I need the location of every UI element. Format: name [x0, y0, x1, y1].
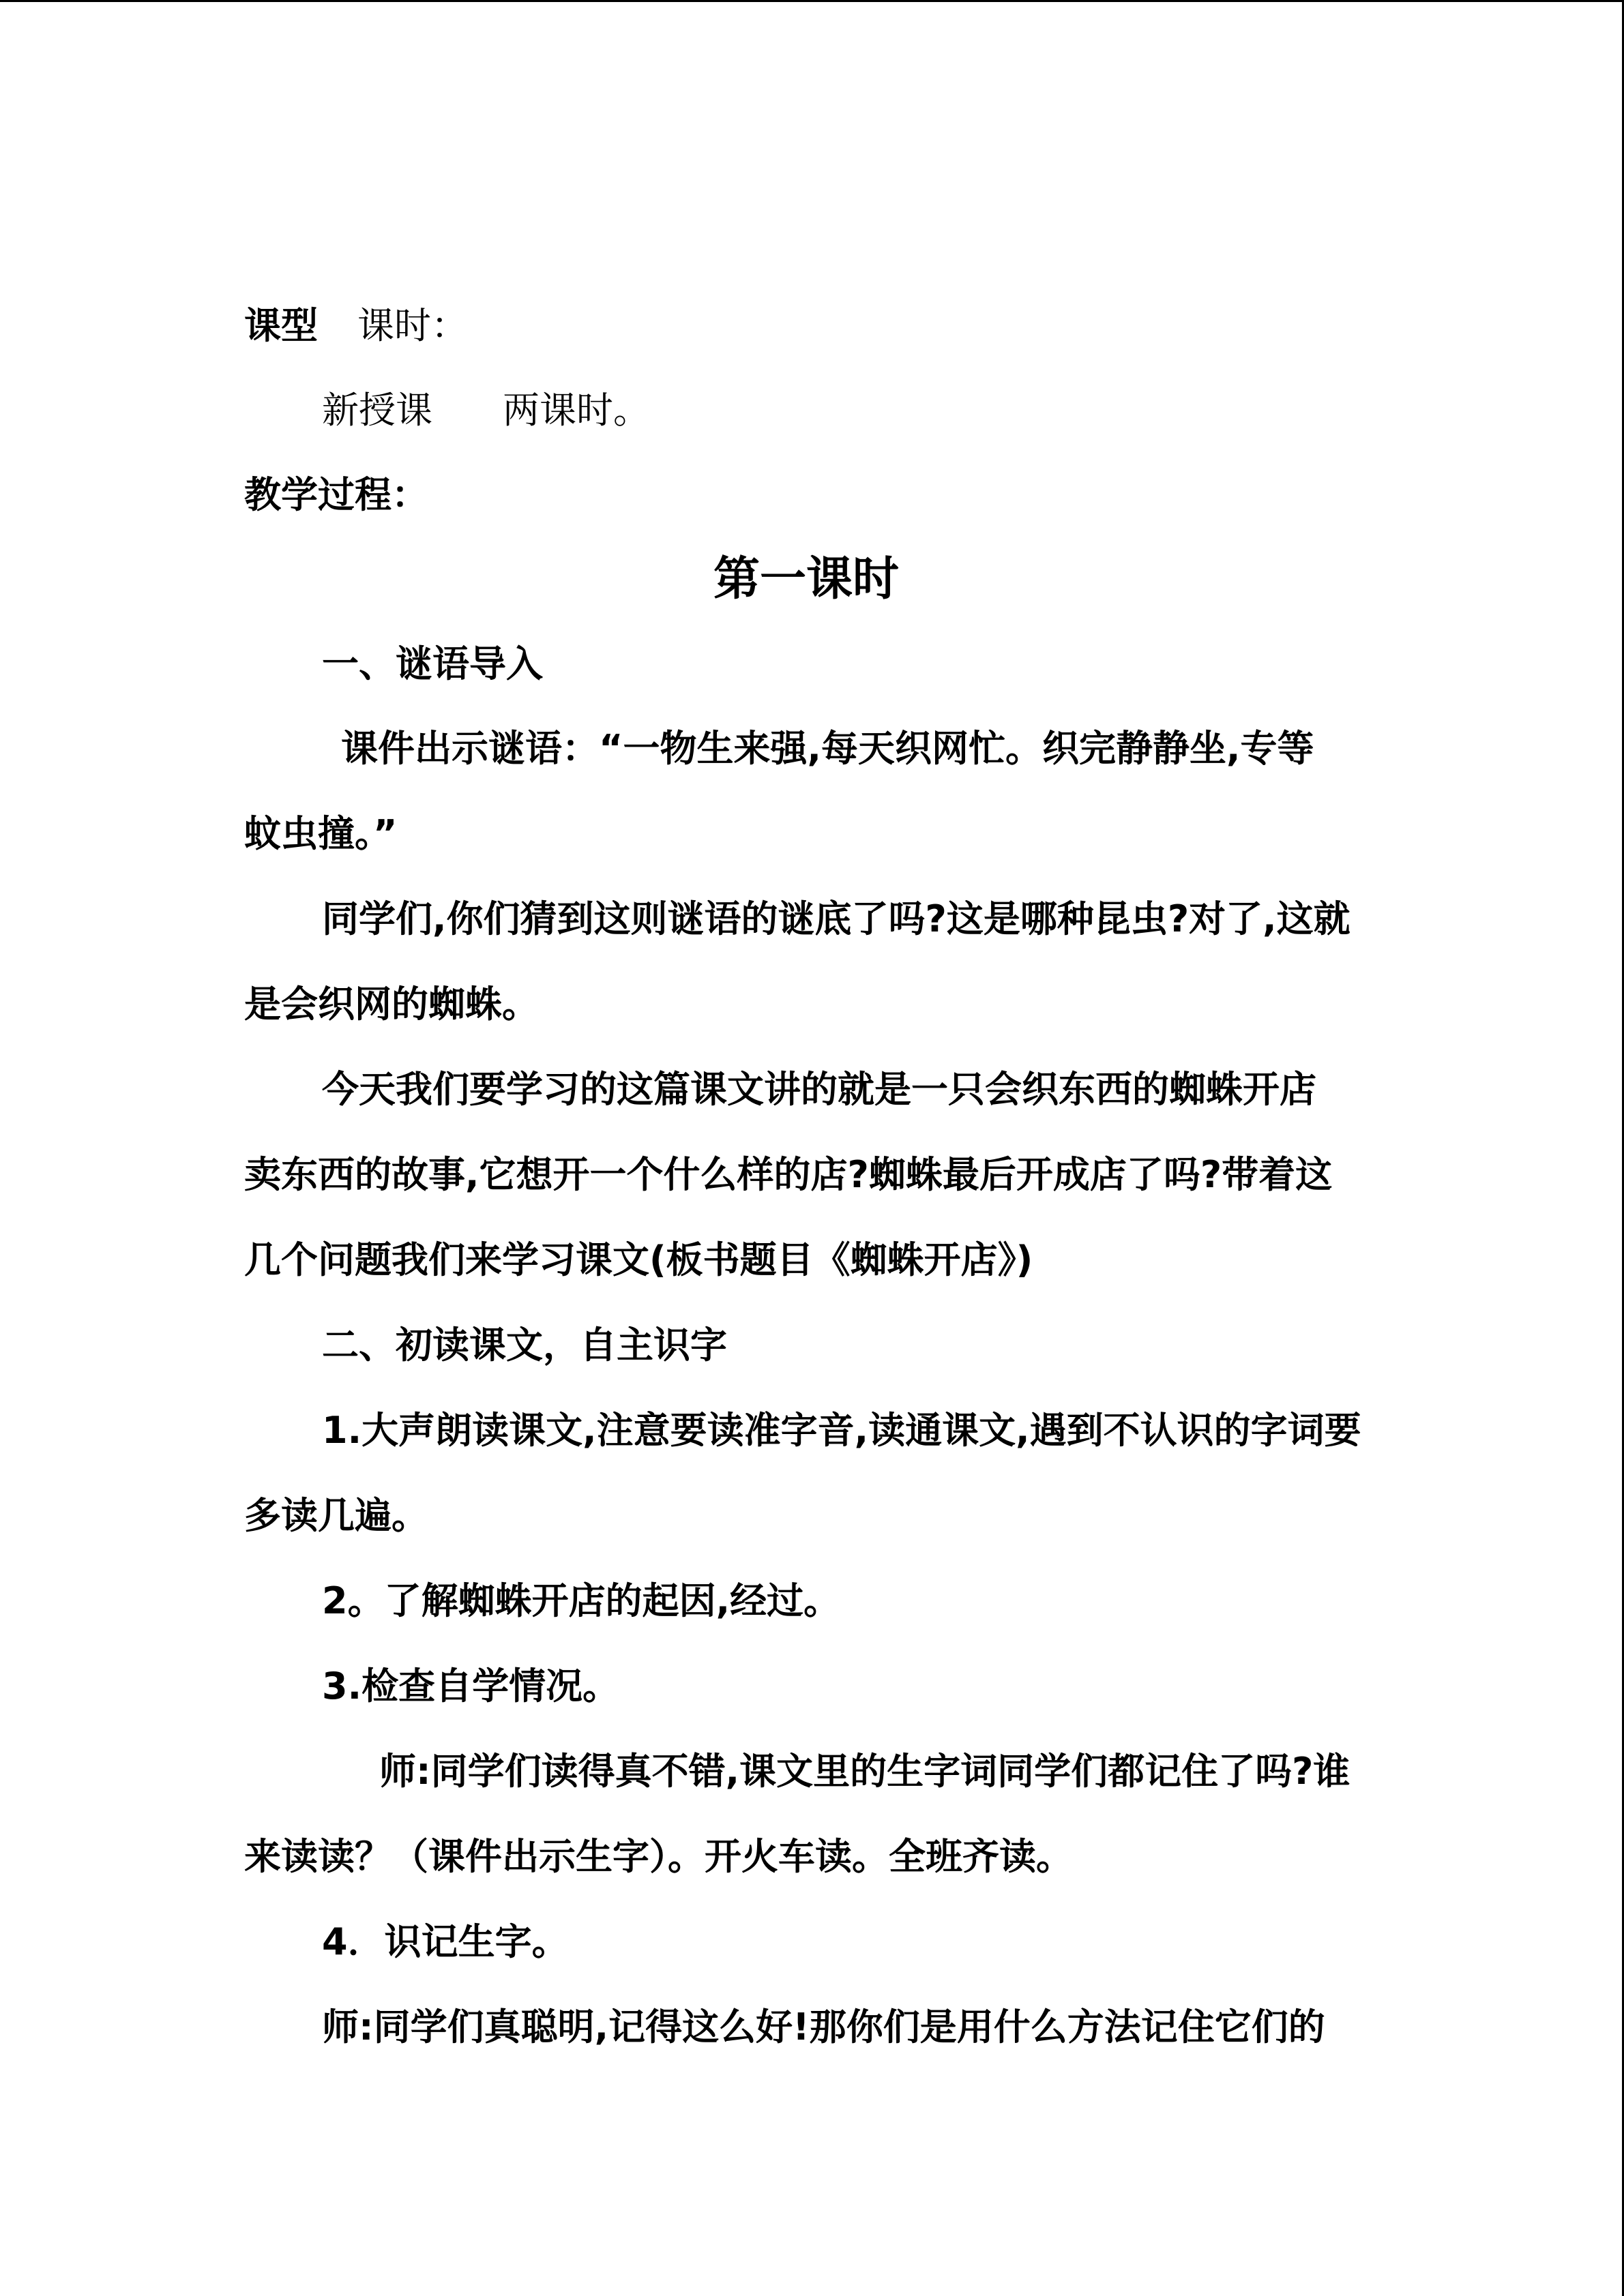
class-hours-label: 课时： [357, 304, 468, 347]
paragraph-line: 来读读？（课件出示生字）。开火车读。全班齐读。 [244, 1835, 1073, 1878]
lesson-title: 第一课时 [713, 552, 900, 606]
paragraph-line: 是会织网的蜘蛛。 [244, 983, 539, 1026]
paragraph-line: 卖东西的故事,它想开一个什么样的店?蜘蛛最后开成店了吗?带着这 [244, 1153, 1333, 1196]
paragraph-line: 师:同学们读得真不错,课文里的生字词同学们都记住了吗?谁 [379, 1750, 1350, 1793]
paragraph-line: 今天我们要学习的这篇课文讲的就是一只会织东西的蜘蛛开店 [322, 1068, 1316, 1111]
list-item-2: 2。了解蜘蛛开店的起因,经过。 [322, 1579, 841, 1622]
paragraph-line: 多读几遍。 [244, 1494, 428, 1537]
section-2-heading: 二、初读课文，自主识字 [322, 1324, 727, 1367]
course-type-label: 课型 [244, 304, 318, 347]
list-item-4: 4．识记生字。 [322, 1920, 569, 1963]
section-1-heading: 一、谜语导入 [322, 642, 543, 685]
teaching-process-heading: 教学过程： [244, 473, 428, 516]
paragraph-line: 几个问题我们来学习课文(板书题目《蜘蛛开店》) [244, 1238, 1033, 1281]
list-item-3: 3.检查自学情况。 [322, 1665, 620, 1708]
course-type-value: 新授课 两课时。 [322, 389, 650, 432]
paragraph-line: 同学们,你们猜到这则谜语的谜底了吗?这是哪种昆虫?对了,这就 [322, 897, 1350, 940]
paragraph-line: 蚊虫撞。” [244, 812, 398, 855]
list-item-1: 1.大声朗读课文,注意要读准字音,读通课文,遇到不认识的字词要 [322, 1409, 1361, 1452]
paragraph-line: 师:同学们真聪明,记得这么好!那你们是用什么方法记住它们的 [322, 2006, 1325, 2048]
paragraph-line: 课件出示谜语：“一物生来强,每天织网忙。织完静静坐,专等 [341, 727, 1314, 770]
page-top-border [0, 0, 1624, 2]
course-type-line [244, 302, 468, 350]
